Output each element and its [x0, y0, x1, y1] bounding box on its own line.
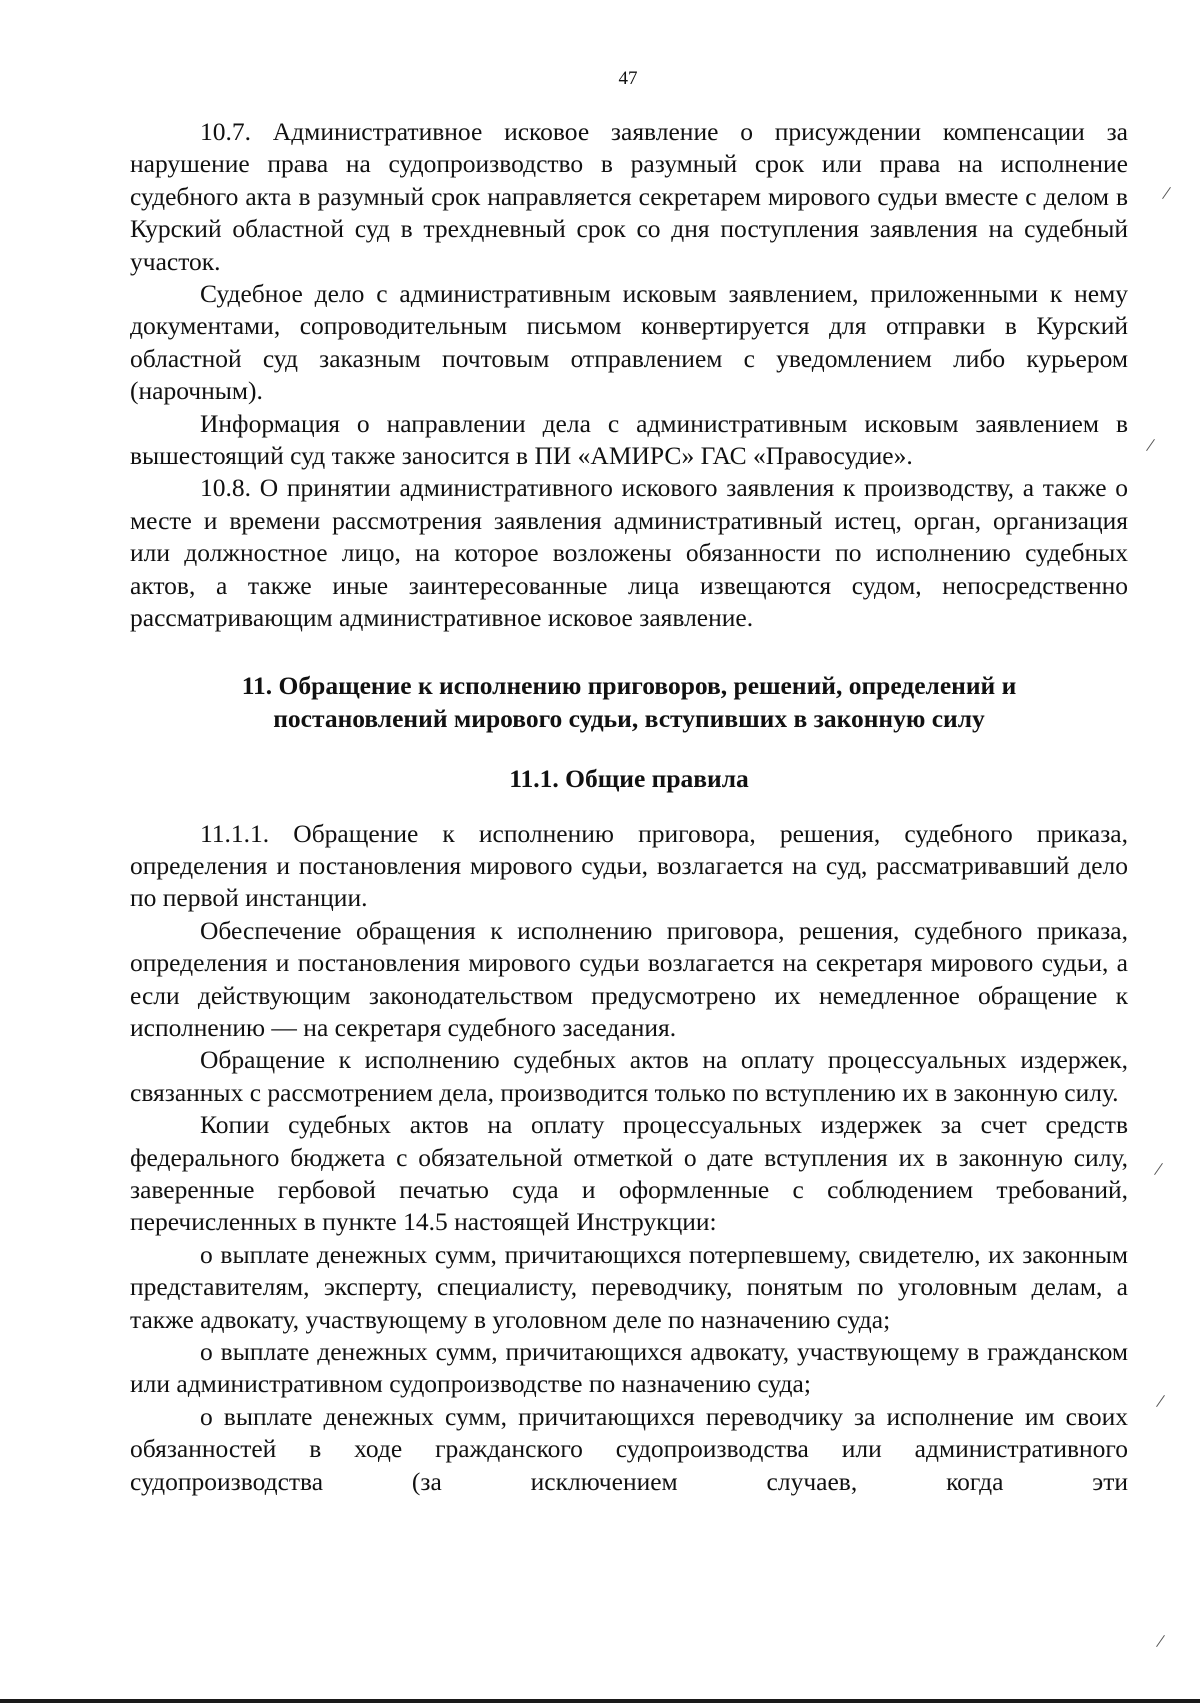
paragraph-copies-of-acts: Копии судебных актов на оплату процессуальных издержек за счет средств федерального бюджета с обязательной отметкой о дате вступления их в законную силу, заверенные гербовой печатью суда и оформленные с соблюдением требований, перечисленных в пункте 14.5 настоящей Инструкции:: [130, 1110, 1128, 1237]
paragraph-10-8: 10.8. О принятии административного искового заявления к производству, а также о месте и времени рассмотрения заявления административный истец, орган, организация или должностное лицо, на которое возложены обязанности по исполнению судебных актов, а также иные заинтересованные лица извещаются судом, непосредственно рассматривающим административное исковое заявление.: [130, 473, 1128, 633]
paragraph-10-7: 10.7. Административное исковое заявление о присуждении компенсации за нарушение права на судопроизводство в разумный срок или права на исполнение судебного акта в разумный срок направляется секретарем мирового судьи вместе с делом в Курский областной суд в трехдневный срок со дня поступления заявления на судебный участок.: [130, 117, 1128, 276]
scan-mark: [1154, 1163, 1163, 1175]
paragraph-11-1-1: 11.1.1. Обращение к исполнению приговора, решения, судебного приказа, определения и постановления мирового судьи, возлагается на суд, рассматривавший дело по первой инстанции.: [130, 818, 1128, 913]
paragraph-amirs-info: Информация о направлении дела с административным исковым заявлением в вышестоящий суд также заносится в ПИ «АМИРС» ГАС «Правосудие».: [130, 408, 1128, 471]
page-number: 47: [618, 68, 638, 89]
section-heading-line-1: 11. Обращение к исполнению приговоров, решений, определений и: [241, 670, 1017, 700]
scan-mark: [1162, 187, 1171, 199]
paragraph-payment-translator: о выплате денежных сумм, причитающихся переводчику за исполнение им своих обязанностей в ходе гражданского судопроизводства или административного судопроизводства (за исключением случаев, когда эти: [130, 1401, 1128, 1496]
scan-mark: [1156, 1395, 1165, 1407]
section-heading-line-2: постановлений мирового судьи, вступивших в законную силу: [273, 703, 985, 733]
subsection-heading-11-1: 11.1. Общие правила: [509, 763, 749, 793]
paragraph-payment-advocate: о выплате денежных сумм, причитающихся адвокату, участвующему в гражданском или административном судопроизводстве по назначению суда;: [130, 1337, 1128, 1399]
paragraph-payment-victims: о выплате денежных сумм, причитающихся потерпевшему, свидетелю, их законным представителям, эксперту, специалисту, переводчику, понятым по уголовным делам, а также адвокату, участвующему в уголовном деле по назначению суда;: [130, 1239, 1128, 1334]
paragraph-costs-enforcement: Обращение к исполнению судебных актов на оплату процессуальных издержек, связанных с рассмотрением дела, производится только по вступлению их в законную силу.: [130, 1045, 1128, 1107]
scan-mark: [1146, 439, 1155, 451]
paragraph-case-dispatch: Судебное дело с административным исковым заявлением, приложенными к нему документами, сопроводительным письмом конвертируется для отправки в Курский областной суд заказным почтовым отправлением с уведомлением либо курьером (нарочным).: [130, 279, 1128, 406]
scan-mark: [1156, 1635, 1165, 1647]
section-heading-11: [130, 669, 1128, 735]
paragraph-secretary-duty: Обеспечение обращения к исполнению приговора, решения, судебного приказа, определения и постановления мирового судьи возлагается на секретаря мирового судьи, а если действующим законодательством предусмотрено их немедленное обращение к исполнению — на секретаря судебного заседания.: [130, 915, 1128, 1042]
scan-bottom-edge: [0, 1699, 1200, 1703]
document-body: [130, 116, 1128, 1498]
